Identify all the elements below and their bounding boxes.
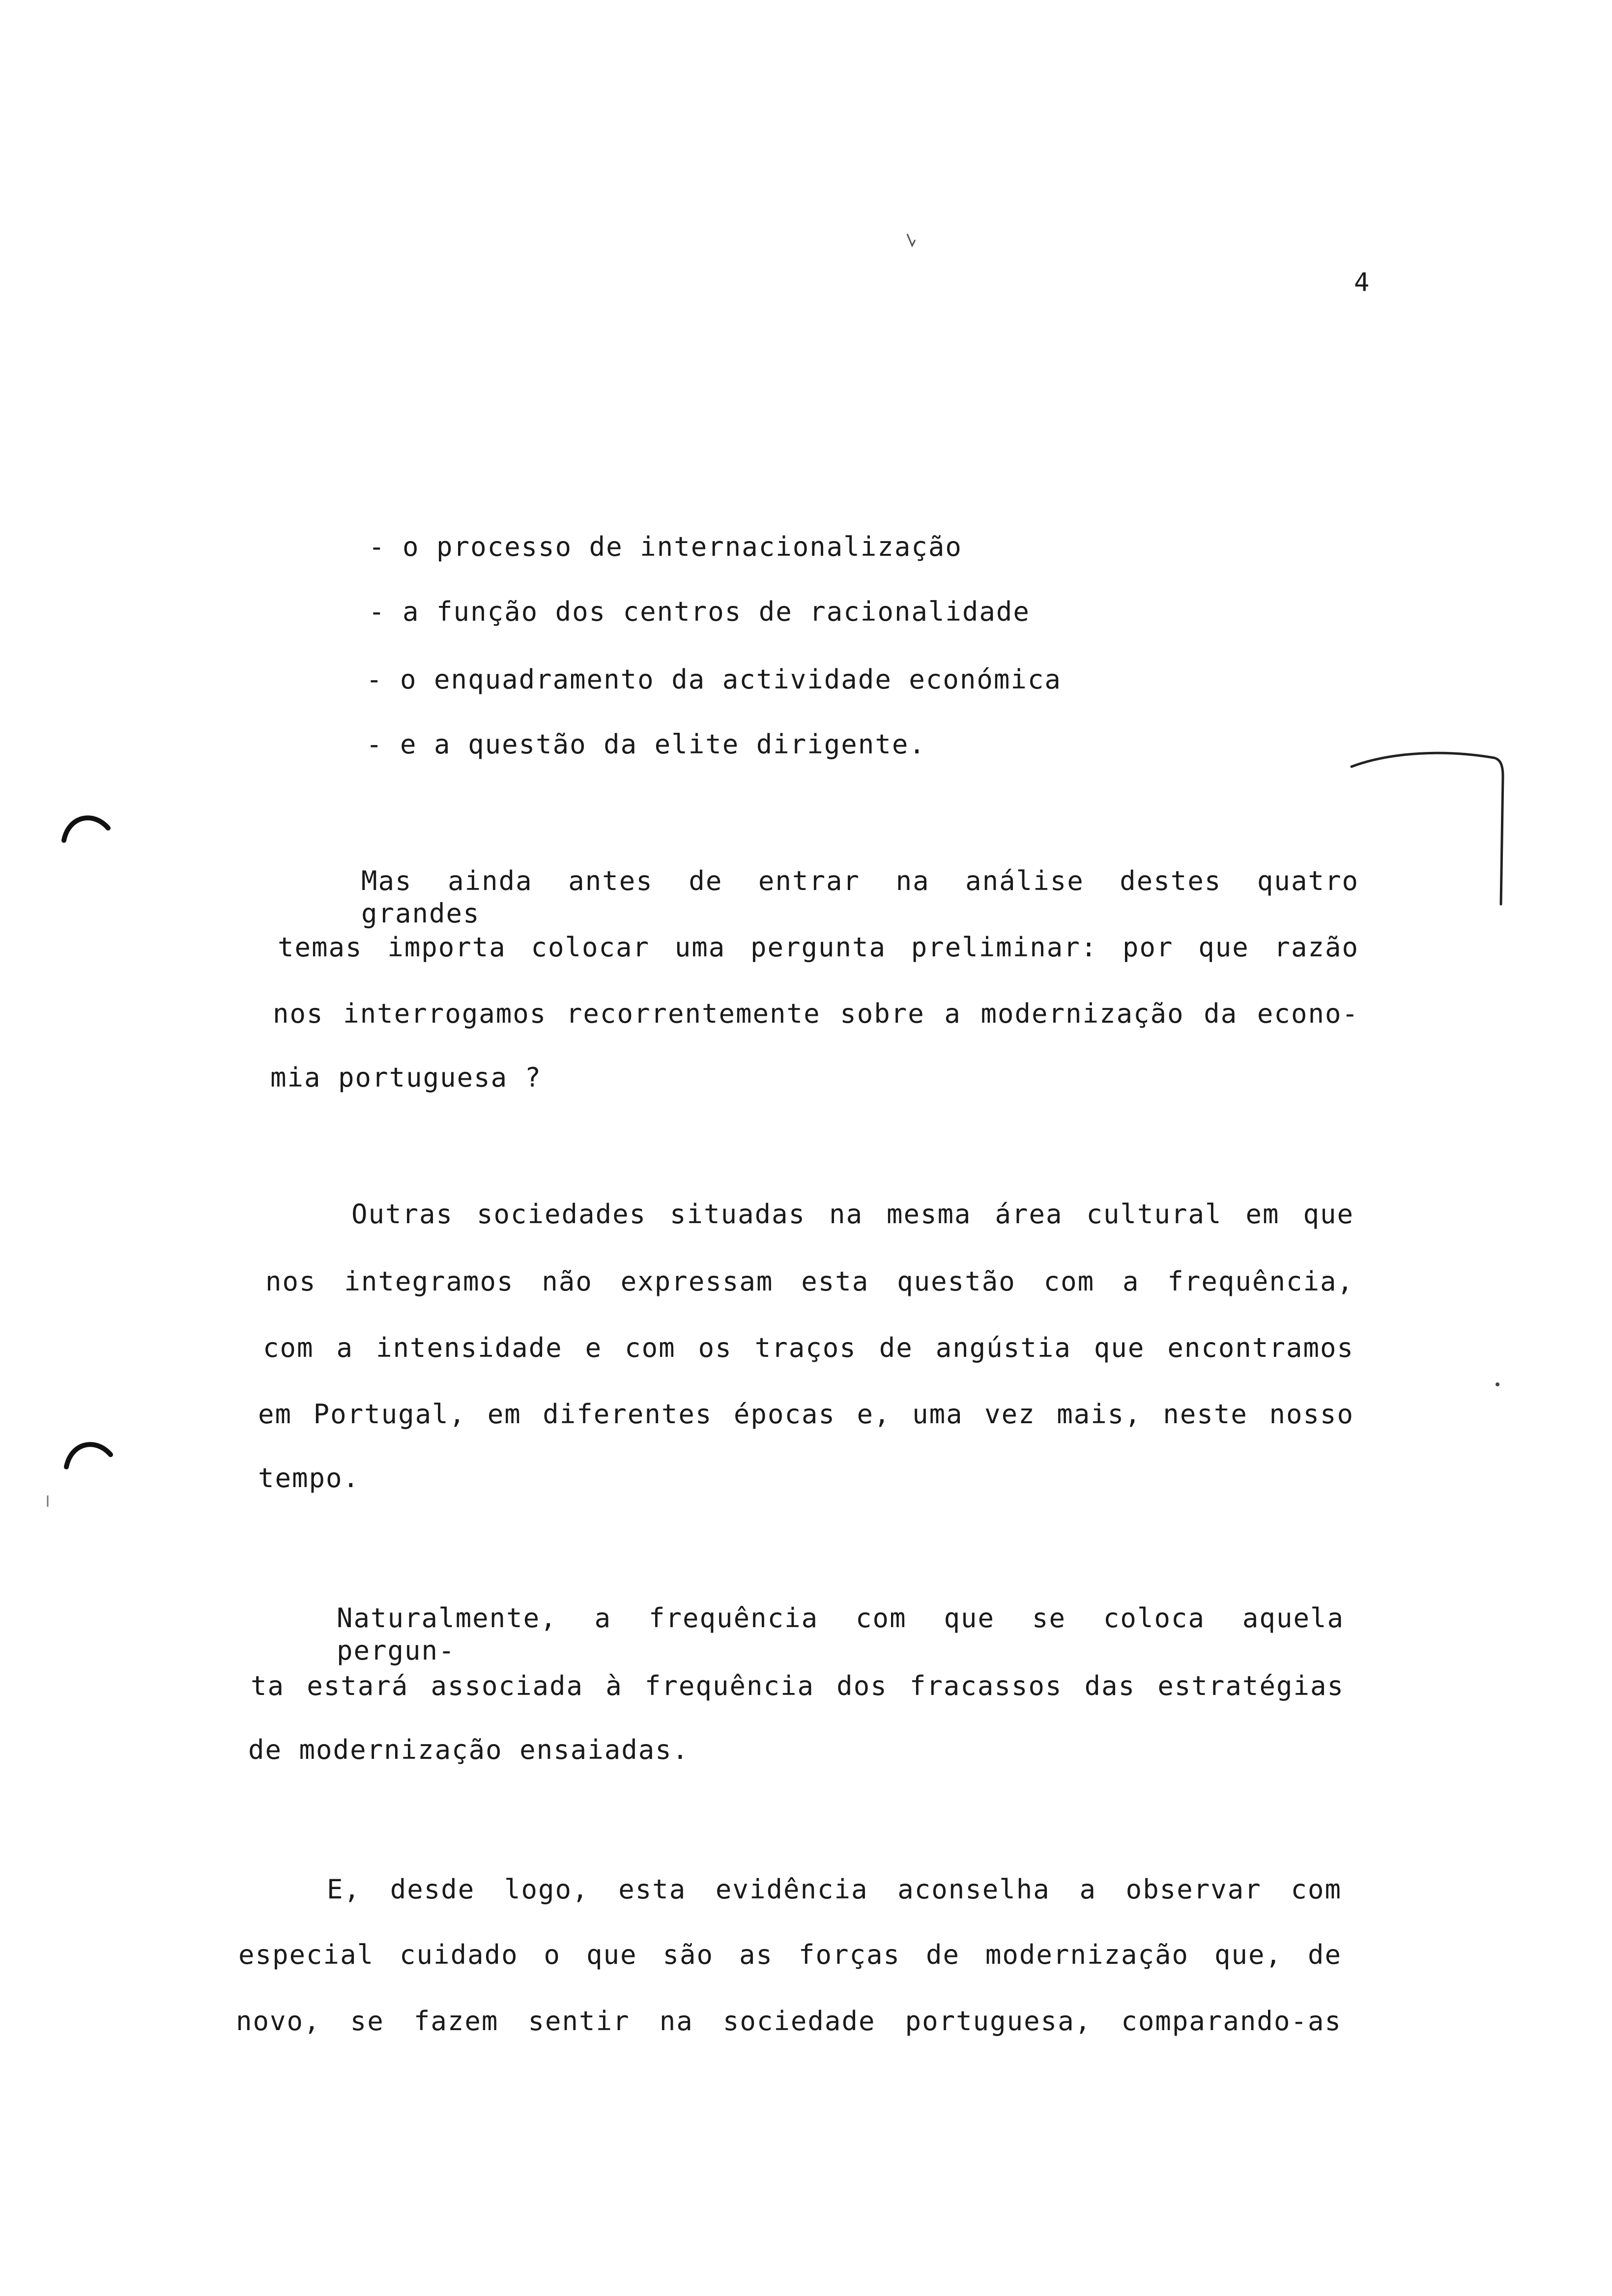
paragraph-line: de modernização ensaiadas. xyxy=(248,1734,690,1765)
handwritten-bracket-mark xyxy=(1347,737,1543,924)
paragraph-line: Naturalmente, a frequência com que se coloca aquela pergun- xyxy=(337,1603,1344,1666)
paragraph-line: novo, se fazem sentir na sociedade portuguesa, comparando-as xyxy=(236,2006,1342,2037)
paragraph-line: E, desde logo, esta evidência aconselha a observar com xyxy=(327,1874,1342,1905)
paragraph-line: com a intensidade e com os traços de angústia que encontramos xyxy=(263,1332,1354,1363)
paragraph-line: Mas ainda antes de entrar na análise destes quatro grandes xyxy=(361,865,1359,929)
paragraph-line: em Portugal, em diferentes épocas e, uma vez mais, neste nosso xyxy=(258,1399,1354,1430)
page-number: 4 xyxy=(1354,268,1370,297)
paragraph-line: mia portuguesa ? xyxy=(270,1062,542,1093)
paragraph-line: Outras sociedades situadas na mesma área cultural em que xyxy=(351,1199,1354,1230)
bullet-item: - e a questão da elite dirigente. xyxy=(366,729,926,760)
scan-speck xyxy=(904,231,919,251)
paragraph-line: nos interrogamos recorrentemente sobre a modernização da econo- xyxy=(273,998,1359,1029)
paragraph-line: temas importa colocar uma pergunta preliminar: por que razão xyxy=(278,932,1359,963)
bullet-item: - o processo de internacionalização xyxy=(369,531,962,562)
binder-hole-mark xyxy=(59,806,113,845)
paragraph-line: tempo. xyxy=(258,1463,360,1493)
bullet-item: - a função dos centros de racionalidade xyxy=(369,596,1030,627)
paragraph-line: ta estará associada à frequência dos fracassos das estratégias xyxy=(251,1670,1344,1701)
scan-speck xyxy=(1494,1381,1501,1388)
bullet-item: - o enquadramento da actividade económica xyxy=(366,664,1062,695)
paragraph-line: especial cuidado o que são as forças de modernização que, de xyxy=(238,1939,1342,1970)
binder-hole-mark xyxy=(61,1433,115,1472)
paragraph-line: nos integramos não expressam esta questão com a frequência, xyxy=(265,1266,1354,1297)
scan-speck xyxy=(44,1494,51,1509)
